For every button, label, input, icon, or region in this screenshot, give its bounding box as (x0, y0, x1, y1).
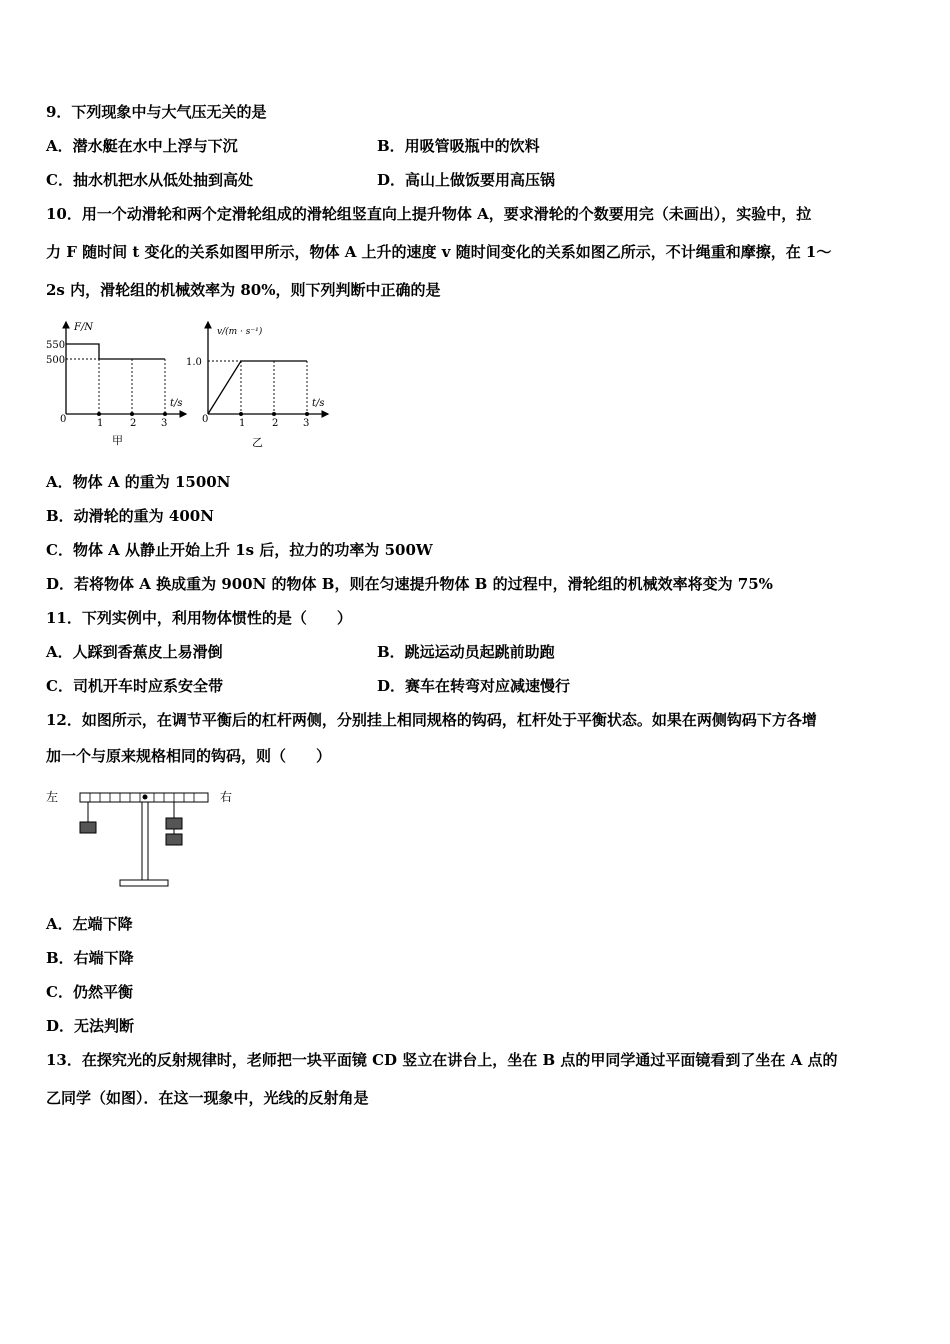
q12-option-b: B．右端下降 (46, 949, 134, 967)
q12-stem-line2: 加一个与原来规格相同的钩码，则（ ） (46, 747, 332, 765)
x-tick-dot-1 (97, 412, 101, 416)
q10-option-c: C．物体 A 从静止开始上升 1s 后，拉力的功率为 500W (46, 541, 433, 559)
q11-option-d: D．赛车在转弯对应减速慢行 (377, 677, 571, 695)
x-axis-label: t/s (312, 398, 325, 409)
y-tick-550: 550 (46, 340, 66, 351)
y-tick-500: 500 (46, 355, 66, 366)
y-tick-1: 1.0 (186, 357, 202, 368)
x-tick-dot-1 (239, 412, 243, 416)
y-axis-label: v/(m · s⁻¹) (217, 327, 263, 337)
x-tick-1: 1 (97, 418, 104, 429)
q10-stem-line1: 10．用一个动滑轮和两个定滑轮组成的滑轮组竖直向上提升物体 A，要求滑轮的个数要用完（未画出），实验中，拉 (46, 205, 812, 223)
x-tick-3: 3 (161, 418, 168, 429)
lever-stand-base (120, 880, 168, 886)
y-axis-label: F/N (74, 322, 94, 333)
q11-option-c: C．司机开车时应系安全带 (46, 677, 223, 695)
q9-option-c: C．抽水机把水从低处抽到高处 (46, 171, 253, 189)
lever-pivot (143, 795, 148, 800)
x-tick-dot-3 (163, 412, 167, 416)
q9-option-a: A．潜水艇在水中上浮与下沉 (46, 137, 238, 155)
q9-option-b: B．用吸管吸瓶中的饮料 (377, 137, 540, 155)
x-axis-label: t/s (170, 398, 183, 409)
x-tick-dot-2 (272, 412, 276, 416)
lever-stand-pole (142, 802, 148, 880)
right-hook-weights (166, 802, 182, 845)
x-tick-dot-2 (130, 412, 134, 416)
q13-stem-line1: 13．在探究光的反射规律时，老师把一块平面镜 CD 竖立在讲台上，坐在 B 点的甲同学通过平面镜看到了坐在 A 点的 (46, 1051, 838, 1069)
q9-stem: 9．下列现象中与大气压无关的是 (46, 103, 267, 121)
q11-option-b: B．跳远运动员起跳前助跑 (377, 643, 555, 661)
x-tick-2: 2 (272, 418, 279, 429)
x-tick-0: 0 (202, 414, 209, 425)
q10-stem-line3: 2s 内，滑轮组的机械效率为 80%，则下列判断中正确的是 (46, 281, 441, 299)
q10-option-b: B．动滑轮的重为 400N (46, 507, 214, 525)
x-tick-3: 3 (303, 418, 310, 429)
x-tick-0: 0 (60, 414, 67, 425)
q12-stem-line1: 12．如图所示，在调节平衡后的杠杆两侧，分别挂上相同规格的钩码，杠杆处于平衡状态。如果在两侧钩码下方各增 (46, 711, 817, 729)
chart-yi (186, 316, 336, 450)
left-hook-weight (80, 802, 96, 833)
series-line (208, 361, 307, 414)
chart-jia (44, 316, 194, 450)
q10-stem-line2: 力 F 随时间 t 变化的关系如图甲所示，物体 A 上升的速度 v 随时间变化的关系如图乙所示，不计绳重和摩擦，在 1～ (46, 243, 832, 261)
q10-option-d: D．若将物体 A 换成重为 900N 的物体 B，则在匀速提升物体 B 的过程中，滑轮组的机械效率将变为 75% (46, 575, 773, 593)
lever-left-label: 左 (46, 790, 59, 804)
x-tick-dot-3 (305, 412, 309, 416)
x-tick-2: 2 (130, 418, 137, 429)
q12-option-c: C．仍然平衡 (46, 983, 133, 1001)
q13-stem-line2: 乙同学（如图）．在这一现象中，光线的反射角是 (46, 1089, 369, 1107)
q11-stem: 11．下列实例中，利用物体惯性的是（ ） (46, 609, 352, 627)
chart-caption: 甲 (112, 434, 123, 447)
chart-caption: 乙 (252, 436, 263, 449)
lever-figure (44, 784, 244, 894)
q9-option-d: D．高山上做饭要用高压锅 (377, 171, 556, 189)
lever-right-label: 右 (220, 790, 233, 804)
x-tick-1: 1 (239, 418, 246, 429)
q10-option-a: A．物体 A 的重为 1500N (46, 473, 231, 491)
q11-option-a: A．人踩到香蕉皮上易滑倒 (46, 643, 223, 661)
q12-option-d: D．无法判断 (46, 1017, 135, 1035)
series-line (66, 344, 165, 359)
q12-option-a: A．左端下降 (46, 915, 133, 933)
